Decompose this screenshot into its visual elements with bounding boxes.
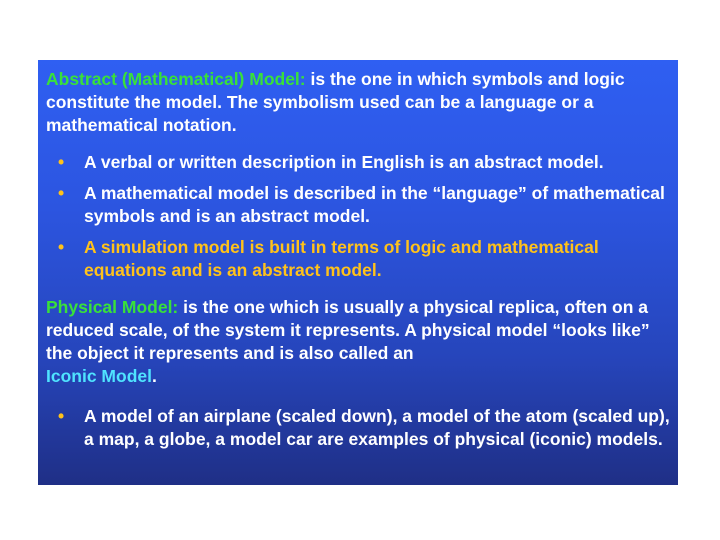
abstract-model-definition: is the one in which symbols and logic constitute the model. The symbolism used can be a language or a mathematical notation. (46, 69, 625, 135)
physical-bullet-1-text: A model of an airplane (scaled down), a model of the atom (scaled up), a map, a globe, a model car are examples of physical (iconic) models. (84, 406, 670, 449)
iconic-model-suffix: . (151, 366, 157, 386)
bullet-icon: • (58, 152, 65, 172)
abstract-bullet-2-text: A mathematical model is described in the “language” of mathematical symbols and is an abstract model. (84, 183, 665, 226)
abstract-model-term: Abstract (Mathematical) Model: (46, 69, 306, 89)
slide (38, 60, 678, 485)
bullet-icon: • (58, 237, 65, 257)
physical-model-definition: is the one which is usually a physical replica, often on a reduced scale, of the system it represents. A physical model “looks like” the object it represents and is also called an (46, 297, 650, 363)
iconic-model-term: Iconic Model (46, 366, 152, 386)
abstract-bullet-1-text: A verbal or written description in English is an abstract model. (84, 152, 604, 172)
abstract-model-paragraph (46, 68, 674, 137)
physical-model-paragraph (46, 296, 674, 388)
abstract-bullet-3-text: A simulation model is built in terms of logic and mathematical equations and is an abstract model. (84, 237, 599, 280)
bullet-icon: • (58, 406, 65, 426)
physical-model-term: Physical Model: (46, 297, 179, 317)
bullet-icon: • (58, 183, 65, 203)
